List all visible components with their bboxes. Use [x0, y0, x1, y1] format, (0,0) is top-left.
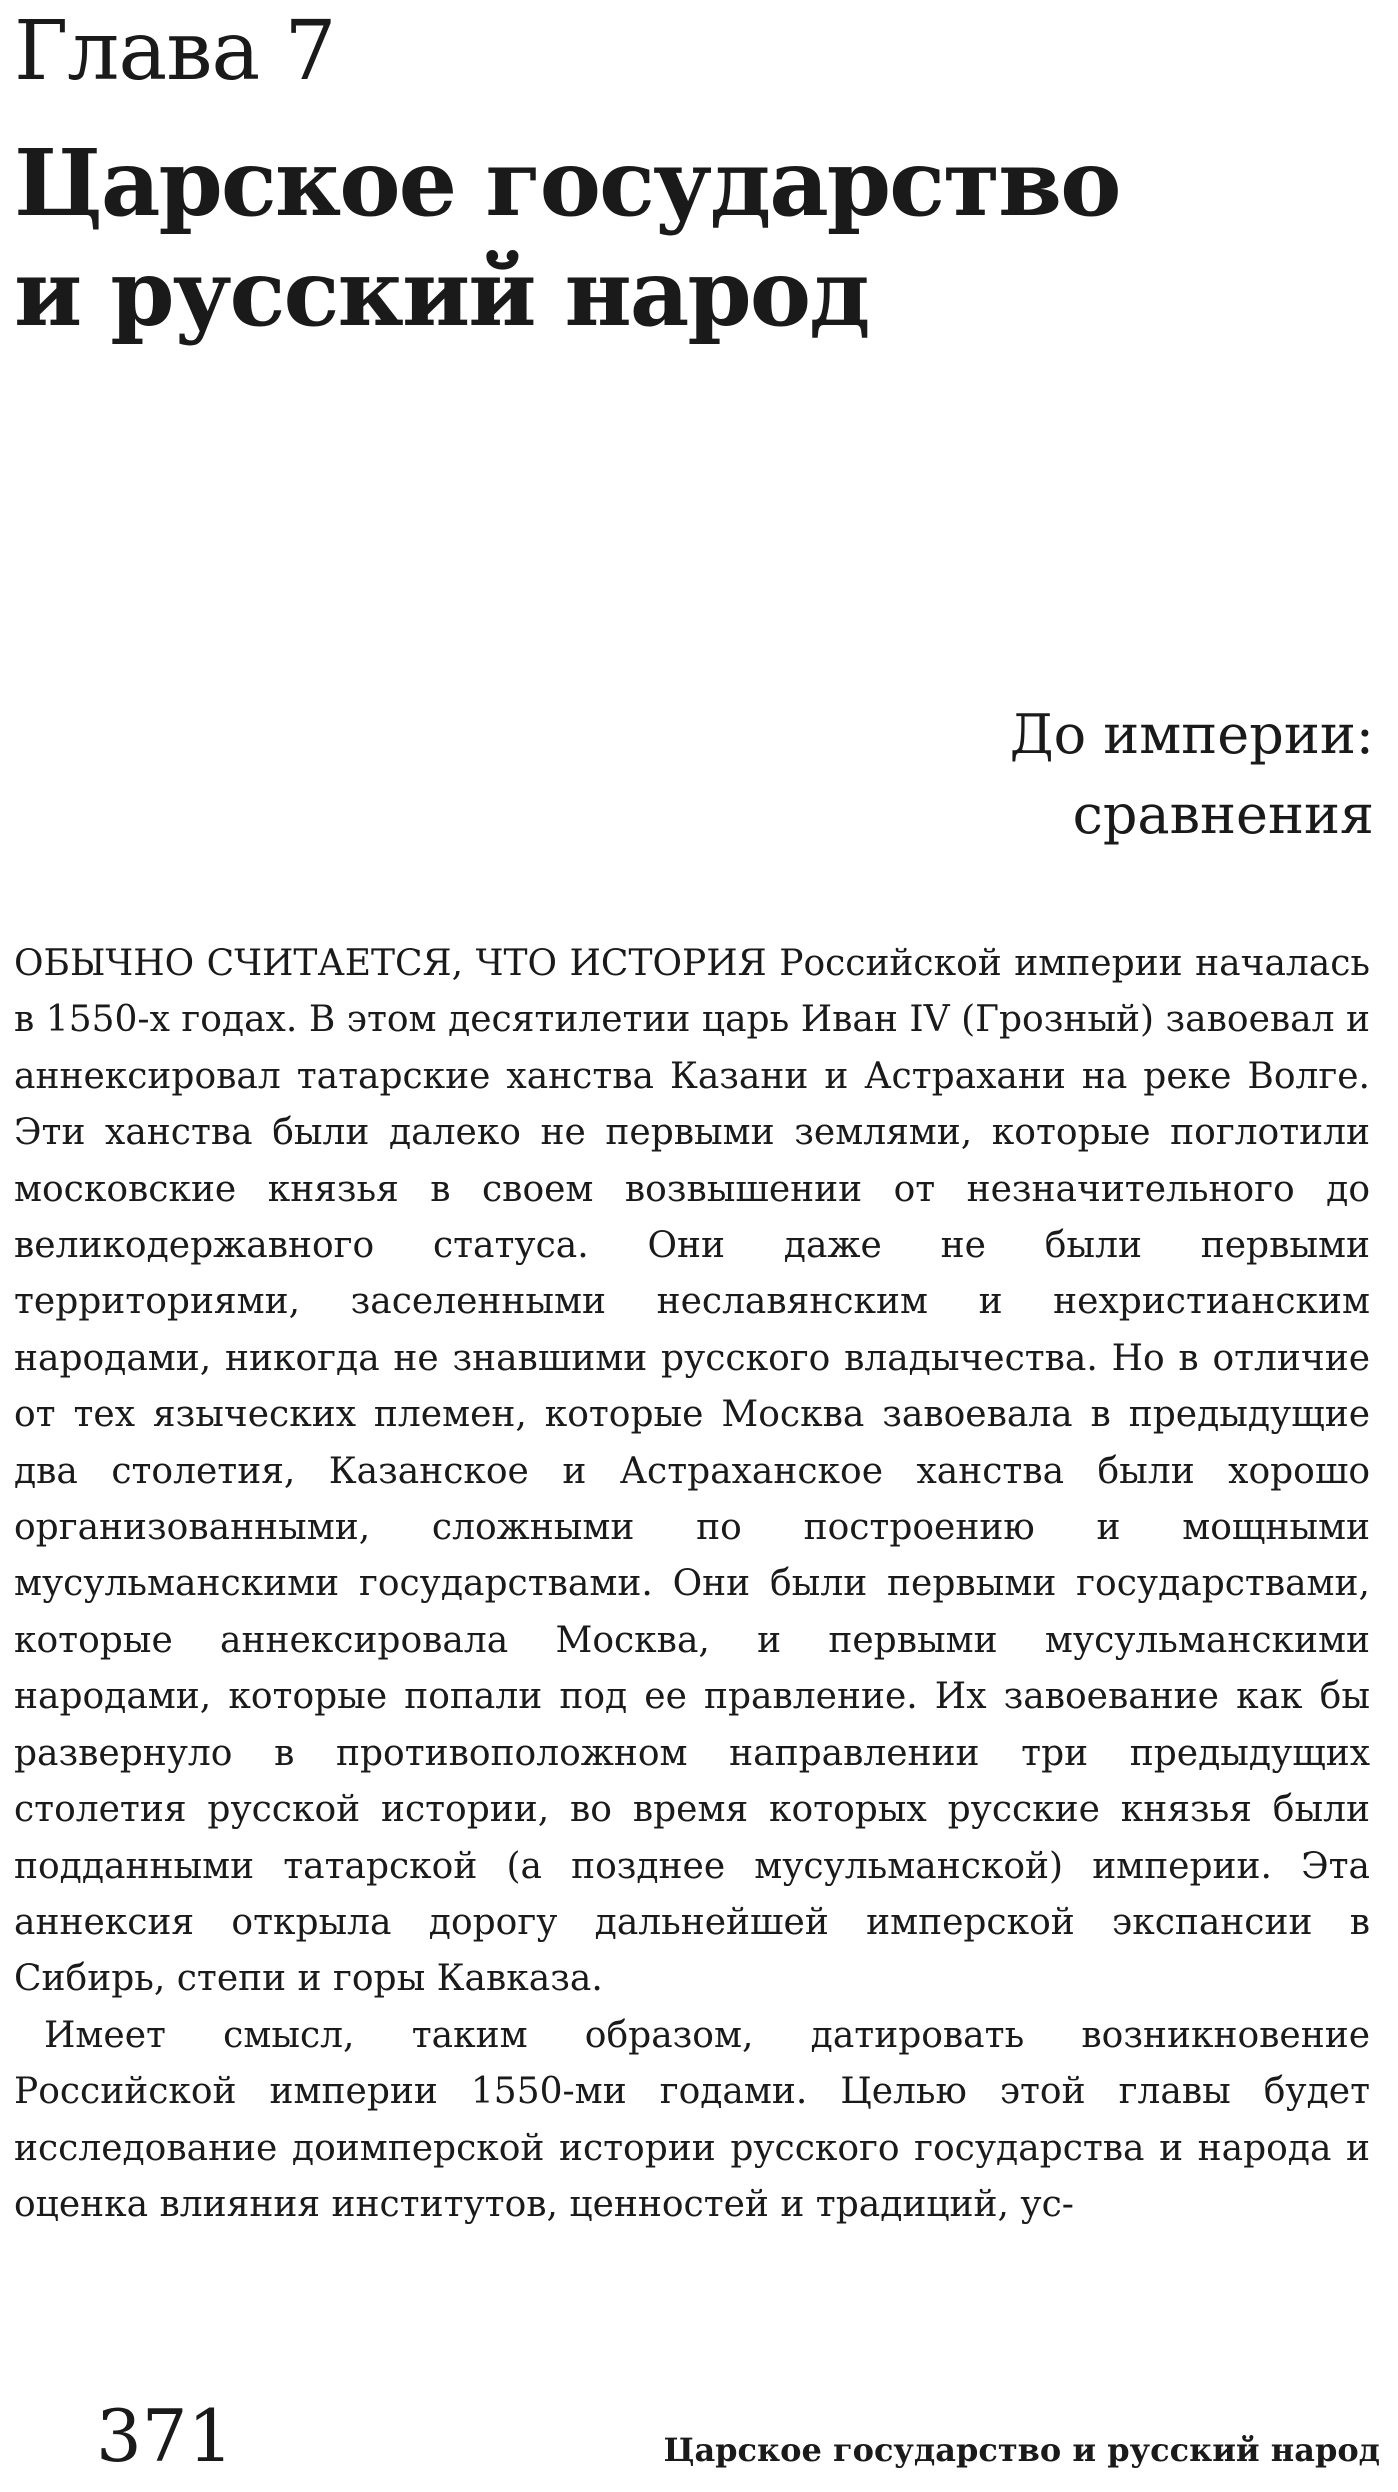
chapter-title-line-2: и русский народ: [14, 239, 869, 347]
running-head: Царское государство и русский народ: [663, 2431, 1380, 2469]
chapter-title: [14, 128, 1274, 348]
page-footer: [14, 2388, 1380, 2488]
body-text: [14, 936, 1370, 2233]
chapter-label: Глава 7: [14, 4, 336, 99]
paragraph-1-text: Российской империи началась в 1550-х годах. В этом десятилетии царь Иван IV (Грозный) завоевал и аннексировал татарские ханства Казани и Астрахани на реке Волге. Эти ханства были далеко не первыми землями, которые поглотили московские князья в своем возвышении от незначительного до великодержавного статуса. Они даже не были первыми территориями, заселенными неславянским и нехристианским народами, никогда не знавшими русского владычества. Но в отличие от тех языческих племен, которые Москва завоевала в предыдущие два столетия, Казанское и Астраханское ханства были хорошо организованными, сложными по построению и мощными мусульманскими государствами. Они были первыми государствами, которые аннексировала Москва, и первыми мусульманскими народами, которые попали под ее правление. Их завоевание как бы развернуло в противоположном направлении три предыдущих столетия русской истории, во время которых русские князья были подданными татарской (а позднее мусульманской) империи. Эта аннексия открыла дорогу дальнейшей имперской экспансии в Сибирь, степи и горы Кавказа.: [14, 943, 1370, 2000]
section-heading: [674, 695, 1374, 855]
page-number: 371: [96, 2394, 234, 2478]
paragraph-1: [14, 936, 1370, 2008]
section-heading-line-1: До империи:: [1009, 703, 1374, 766]
section-heading-line-2: сравнения: [1072, 783, 1374, 846]
chapter-title-line-1: Царское государство: [14, 129, 1120, 237]
paragraph-2: Имеет смысл, таким образом, датировать возникновение Российской империи 1550-ми годами. Целью этой главы будет исследование доимперской истории русского государства и народа и оценка влияния институтов, ценностей и традиций, ус-: [14, 2014, 1370, 2225]
paragraph-1-lead: ОБЫЧНО СЧИТАЕТСЯ, ЧТО ИСТОРИЯ: [14, 943, 767, 984]
